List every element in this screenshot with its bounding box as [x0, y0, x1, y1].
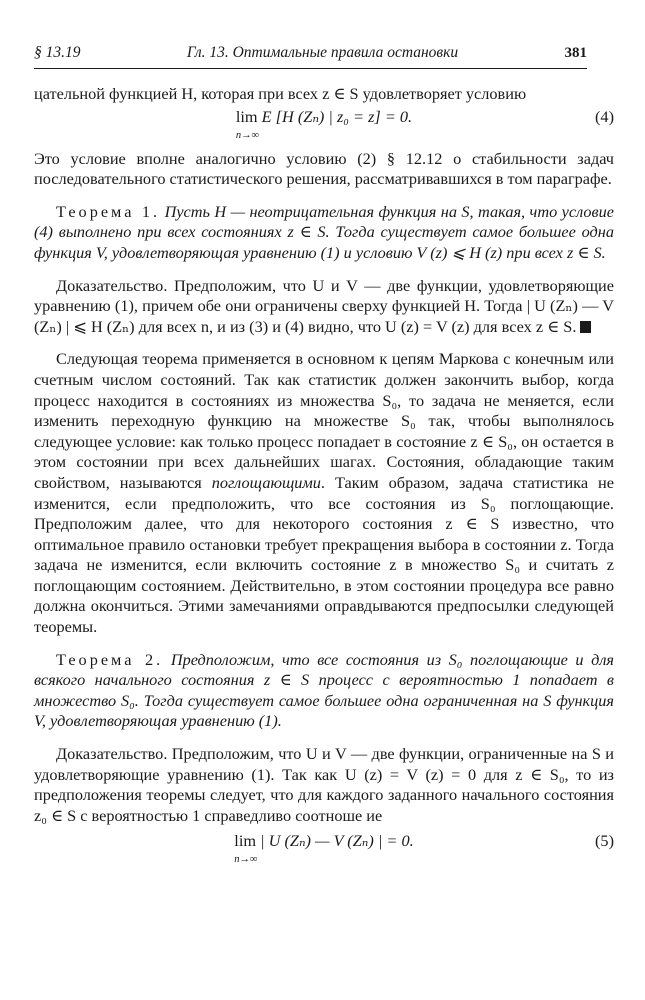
- paragraph-continuation: цательной функцией H, которая при всех z ∈ S удовлетворяет условию: [34, 84, 527, 103]
- proof-1-text: Предположим, что U и V — две функции, удовлетворяющие уравнению (1), причем обе они ограничены сверху функцией H. Тогда | U (Zₙ) — V (Zₙ) | ⩽ H (Zₙ) для всех n, и из (3) и (4) видно, что U (z) = V (z) для всех z ∈ S.: [34, 275, 614, 336]
- proof-2-label: Доказательство.: [56, 744, 168, 764]
- running-header: [34, 44, 587, 62]
- proof-1-label: Доказательство.: [56, 275, 168, 295]
- equation-4-number: (4): [595, 106, 614, 126]
- qed-square: [580, 321, 591, 333]
- proof-2-text: Предположим, что U и V — две функции, ограниченные на S и удовлетворяющие уравнению (1). Так как U (z) = V (z) = 0 для z ∈ S₀, то из предположения теоремы следует, что для каждого заданного начального состояния z₀ ∈ S с вероятностью 1 справедливо соотноше ие: [34, 744, 614, 825]
- paragraph-markov: Следующая теорема применяется в основном к цепям Маркова с конечным или счетным числом состояний. Так как статистик должен закончить выбор, когда процесс находится в состояниях из множества S₀, то задача не меняется, если изменить переходную функцию на множестве S₀ так, чтобы выполнялось следующее условие: как только процесс попадает в состояние z ∈ S₀, он остается в этом состоянии при всех дальнейших шагах. Состояния, обладающие таким свойством, называются поглощающими. Таким образом, задача статистика не изменится, если предположить, что все состояния из S₀ поглощающие. Предположим далее, что для некоторого состояния z ∈ S известно, что оптимальное правило остановки требует прекращения выбора в состоянии z. Тогда задача не изменится, если включить состояние z в множество S₀ и считать z поглощающим состоянием. Действительно, в этом состоянии процедура все равно должна окончиться. Этими замечаниями оправдываются предпосылки следующей теоремы.: [34, 349, 614, 637]
- theorem-1-text: Пусть H — неотрицательная функция на S, такая, что условие (4) выполнено при всех состояниях z ∈ S. Тогда существует самое большее одна функция V, удовлетворяющая уравнению (1) и условию V (z) ⩽ H (z) при всех z ∈ S.: [34, 201, 614, 262]
- section-number: § 13.19: [34, 44, 81, 61]
- theorem-1-label: Теорема 1.: [56, 201, 161, 221]
- chapter-title: Гл. 13. Оптимальные правила остановки: [186, 44, 459, 61]
- header-rule: [34, 68, 587, 69]
- absorbing-term: поглощающими: [211, 472, 321, 492]
- equation-4-lim: lim n→∞: [236, 107, 258, 128]
- proof-1: [34, 276, 614, 338]
- theorem-2-label: Теорема 2.: [56, 649, 164, 669]
- proof-2: [34, 744, 614, 826]
- theorem-2: [34, 650, 614, 732]
- theorem-1: [34, 202, 614, 264]
- equation-4: [34, 105, 614, 143]
- equation-5: [34, 829, 614, 867]
- equation-5-expression: [34, 831, 614, 866]
- paragraph-stability: Это условие вполне аналогично условию (2) § 12.12 о стабильности задач последовательного статистического решения, рассматривавшихся в том параграфе.: [34, 148, 614, 189]
- page-number: 381: [564, 45, 587, 61]
- equation-4-subscript: n→∞: [235, 129, 260, 141]
- equation-4-body: E [H (Zₙ) | z₀ = z] = 0.: [261, 106, 413, 126]
- equation-4-expression: [34, 106, 614, 141]
- equation-5-subscript: n→∞: [234, 854, 258, 866]
- equation-5-number: (5): [595, 831, 614, 851]
- page-body: [34, 84, 614, 873]
- equation-5-body: | U (Zₙ) — V (Zₙ) | = 0.: [260, 831, 414, 851]
- equation-5-lim: lim n→∞: [234, 831, 256, 852]
- theorem-2-text: Предположим, что все состояния из S₀ поглощающие и для всякого начального состояния z ∈ S процесс с вероятностью 1 попадает в множество S₀. Тогда существует самое большее одна ограниченная на S функция V, удовлетворяющая уравнению (1).: [34, 649, 614, 731]
